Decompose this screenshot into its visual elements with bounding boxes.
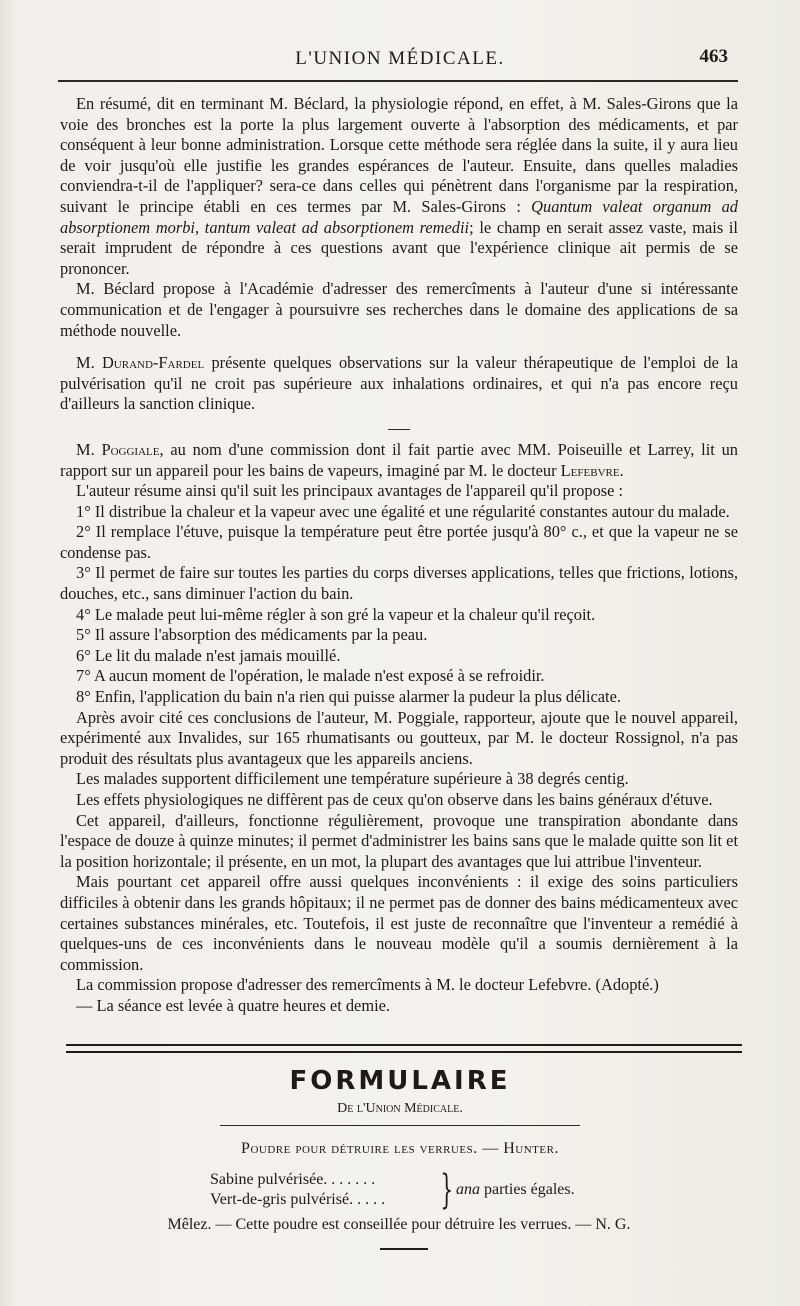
formulaire-subtitle: De l'Union Médicale. bbox=[337, 1101, 463, 1116]
paragraph-text: ; le champ en serait assez vaste, mais il serait imprudent de répondre à ces questions avant que l'expérience clinique ait permis de se prononcer. bbox=[60, 217, 738, 278]
ingredient: Sabine pulvérisée. . . . . . . bbox=[210, 1171, 376, 1188]
formulaire-rule bbox=[220, 1125, 580, 1126]
section-double-rule bbox=[66, 1044, 742, 1053]
page-header bbox=[60, 44, 740, 74]
section-separator bbox=[388, 429, 410, 430]
paragraph: Les malades supportent difficilement une température supérieure à 38 degrés centig. bbox=[76, 769, 629, 789]
speaker-name: M. Durand-Fardel bbox=[76, 353, 205, 373]
list-item: 1° Il distribue la chaleur et la vapeur avec une égalité et une régularité constantes autour du malade. bbox=[76, 501, 730, 521]
recipe-instructions: Mêlez. — Cette poudre est conseillée pour détruire les verrues. — N. G. bbox=[167, 1216, 631, 1233]
paragraph: Les effets physiologiques ne diffèrent pas de ceux qu'on observe dans les bains généraux d'étuve. bbox=[76, 790, 713, 809]
speaker-name: M. Poggiale bbox=[76, 439, 160, 459]
paragraph: L'auteur résume ainsi qu'il suit les principaux avantages de l'appareil qu'il propose : bbox=[76, 481, 624, 501]
list-item: 7° A aucun moment de l'opération, le malade n'est exposé à se refroidir. bbox=[76, 666, 545, 686]
paragraph: — La séance est levée à quatre heures et demie. bbox=[76, 995, 390, 1015]
list-item: 2° Il remplace l'étuve, puisque la température peut être portée jusqu'à 80° c., et que la vapeur ne se condense pas. bbox=[60, 522, 738, 562]
latin-quote: Quantum valeat organum ad absorptionem morbi, tantum valeat ad absorptionem remedii bbox=[60, 196, 738, 237]
quantity-word: ana bbox=[456, 1181, 480, 1198]
paragraph bbox=[60, 94, 738, 279]
formulaire-title: FORMULAIRE bbox=[289, 1066, 511, 1096]
ingredient-list bbox=[210, 1167, 630, 1213]
paragraph-text: présente quelques observations sur la valeur thérapeutique de l'emploi de la pulvérisation qu'il ne croit pas supérieure aux inhalations ordinaires, et qui n'a pas encore reçu d'ailleurs la sanction clinique. bbox=[60, 353, 738, 414]
article-body bbox=[60, 94, 738, 1017]
ingredient: Vert-de-gris pulvérisé. . . . . bbox=[210, 1191, 386, 1208]
paragraph: Après avoir cité ces conclusions de l'auteur, M. Poggiale, rapporteur, ajoute que le nouvel appareil, expérimenté aux Invalides, sur 165 rhumatisants ou goutteux, par M. le docteur Rossignol, n'a pas produit des résultats plus avantageux que les appareils anciens. bbox=[60, 707, 738, 768]
paragraph-text: En résumé, dit en terminant M. Béclard, la physiologie répond, en effet, à M. Sales-Girons que la voie des bronches est la porte la plus largement ouverte à l'absorption des médicaments, et par conséquent à leur bonne administration. Lorsque cette méthode sera réglée dans la suite, il y aura lieu de voir jusqu'où elle justifie les grandes espérances de l'auteur. Ensuite, dans quelles maladies conviendra-t-il de l'appliquer? sera-ce dans celles qui pénètrent dans l'organisme par la respiration, suivant le principe établi en ces termes par M. Sales-Girons : bbox=[60, 94, 738, 216]
list-item: 5° Il assure l'absorption des médicaments par la peau. bbox=[76, 625, 428, 645]
journal-title: L'UNION MÉDICALE. bbox=[295, 48, 505, 69]
paragraph: La commission propose d'adresser des remercîments à M. le docteur Lefebvre. (Adopté.) bbox=[76, 975, 659, 995]
quantity bbox=[456, 1180, 575, 1200]
paragraph bbox=[60, 440, 738, 481]
paragraph: Mais pourtant cet appareil offre aussi quelques inconvénients : il exige des soins particuliers difficiles à obtenir dans les grands hôpitaux; il ne permet pas de donner des bains médicamenteux avec certaines substances minérales, etc. Toutefois, il est juste de reconnaître que l'inventeur a remédié à quelques-uns de ces inconvénients dans le nouveau modèle qu'il a soumis dernièrement à la commission. bbox=[60, 872, 738, 974]
paragraph: M. Béclard propose à l'Académie d'adresser des remercîments à l'auteur d'une si intéressante communication et de l'engager à poursuivre ses recherches dans le domaine des applications de sa méthode nouvelle. bbox=[60, 279, 738, 340]
recipe-title: Poudre pour détruire les verrues. — Hunter. bbox=[241, 1140, 559, 1157]
end-rule bbox=[380, 1248, 428, 1250]
list-item: 3° Il permet de faire sur toutes les parties du corps diverses applications, telles que frictions, lotions, douches, etc., sans diminuer l'action du bain. bbox=[60, 563, 738, 604]
quantity-rest: parties égales. bbox=[480, 1181, 575, 1198]
page-number: 463 bbox=[699, 46, 728, 67]
list-item: 4° Le malade peut lui-même régler à son gré la vapeur et la chaleur qu'il reçoit. bbox=[76, 604, 596, 624]
list-item: 6° Le lit du malade n'est jamais mouillé. bbox=[76, 645, 341, 665]
paragraph bbox=[60, 353, 738, 415]
paragraph-text: , au nom d'une commission dont il fait partie avec MM. Poiseuille et Larrey, lit un rapport sur un appareil pour les bains de vapeurs, imaginé par M. le docteur bbox=[60, 439, 738, 480]
paragraph: Cet appareil, d'ailleurs, fonctionne régulièrement, provoque une transpiration abondante dans l'espace de douze à quinze minutes; il permet d'administrer les bains sans que le malade quitte son lit et la position horizontale; il présente, en un mot, la plupart des avantages que lui attribue l'inventeur. bbox=[60, 810, 738, 871]
list-item: 8° Enfin, l'application du bain n'a rien qui puisse alarmer la pudeur la plus délicate. bbox=[76, 687, 621, 707]
brace-symbol: } bbox=[440, 1167, 454, 1213]
header-rule bbox=[58, 80, 738, 82]
doctor-name: Lefebvre. bbox=[560, 460, 624, 480]
